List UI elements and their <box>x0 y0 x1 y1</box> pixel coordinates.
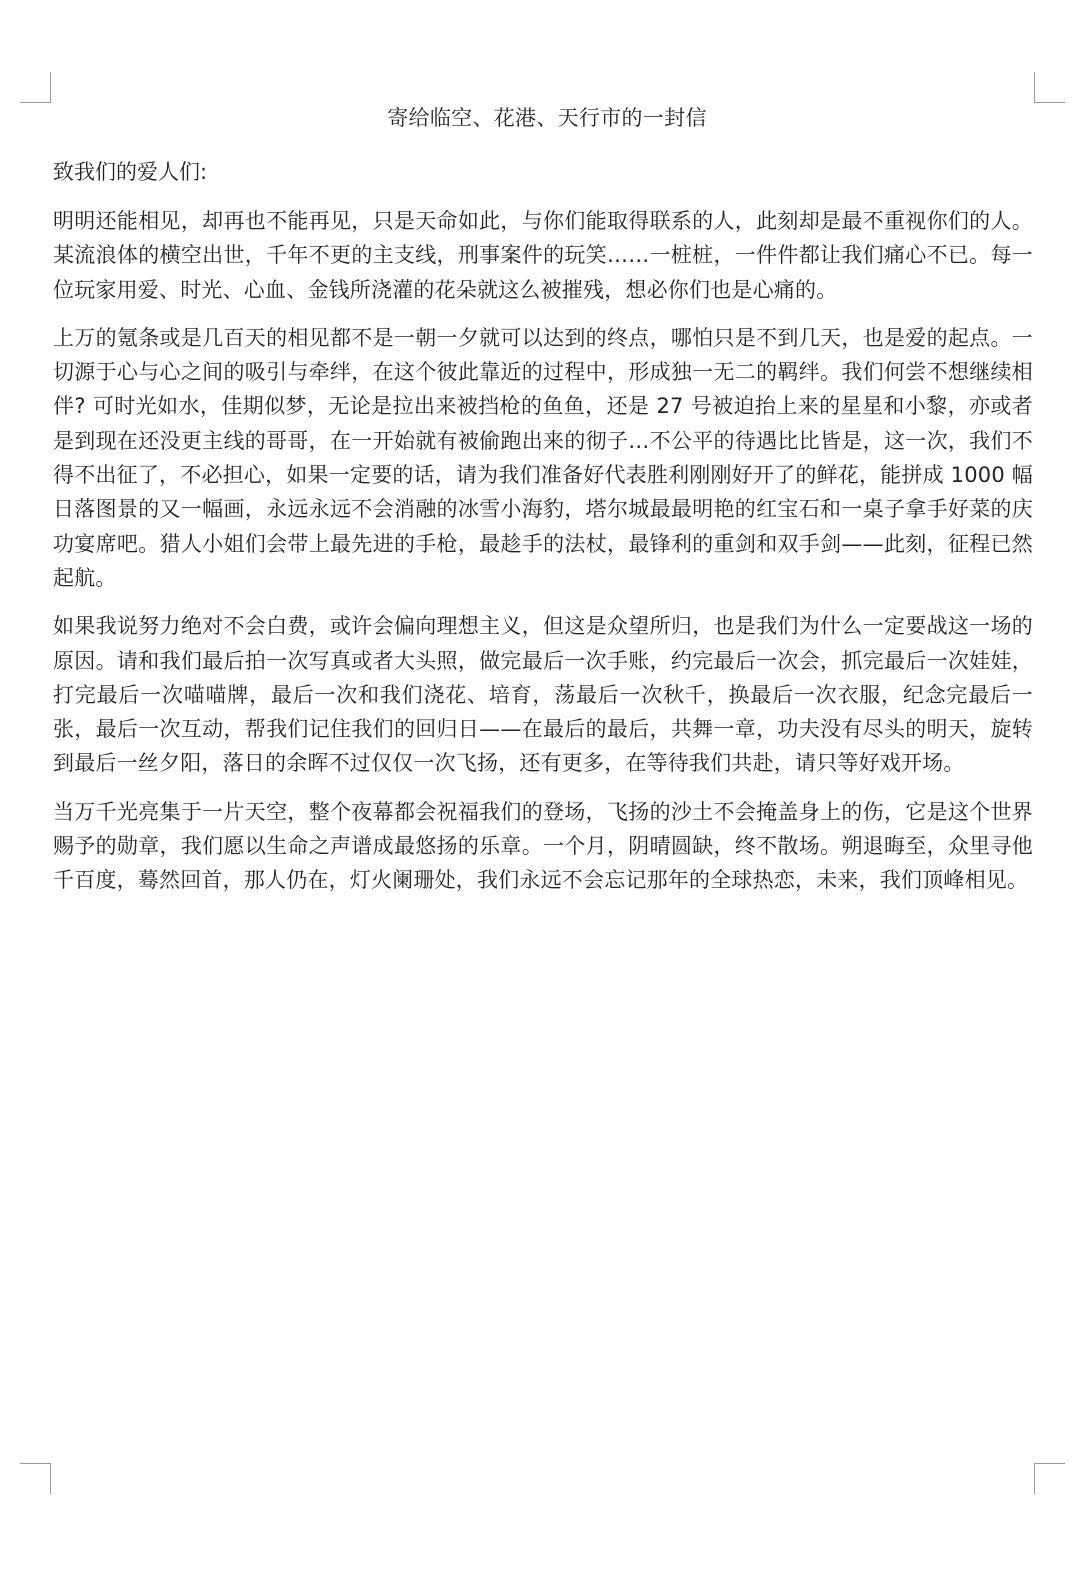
salutation: 致我们的爱人们: <box>53 160 208 184</box>
top-right-margin-mark <box>1034 72 1065 103</box>
document-title: 寄给临空、花港、天行市的一封信 <box>387 106 707 130</box>
bottom-right-margin-mark <box>1034 1463 1065 1494</box>
paragraph-2: 上万的氪条或是几百天的相见都不是一朝一夕就可以达到的终点，哪怕只是不到几天，也是爱的起点。一切源于心与心之间的吸引与牵绊，在这个彼此靠近的过程中，形成独一无二的羁绊。我们何尝不想继续相伴? 可时光如水，佳期似梦，无论是拉出来被挡枪的鱼鱼，还是 27 号被迫抬上来的星星和小黎，亦或者是到现在还没更主线的哥哥，在一开始就有被偷跑出来的彻子…不公平的待遇比比皆是，这一次，我们不得不出征了，不必担心，如果一定要的话，请为我们准备好代表胜利刚刚好开了的鲜花，能拼成 1000 幅日落图景的又一幅画，永远永远不会消融的冰雪小海豹，塔尔城最最明艳的红宝石和一桌子拿手好菜的庆功宴席吧。猎人小姐们会带上最先进的手枪，最趁手的法杖，最锋利的重剑和双手剑——此刻，征程已然起航。 <box>53 325 1033 590</box>
paragraph-1: 明明还能相见，却再也不能再见，只是天命如此，与你们能取得联系的人，此刻却是最不重视你们的人。某流浪体的横空出世，千年不更的主支线，刑事案件的玩笑……一桩桩，一件件都让我们痛心不已。每一位玩家用爱、时光、心血、金钱所浇灌的花朵就这么被摧残，想必你们也是心痛的。 <box>53 209 1033 302</box>
paragraph-4: 当万千光亮集于一片天空，整个夜幕都会祝福我们的登场，飞扬的沙土不会掩盖身上的伤，它是这个世界赐予的勋章，我们愿以生命之声谱成最悠扬的乐章。一个月，阴晴圆缺，终不散场。朔退晦至，众里寻他千百度，蓦然回首，那人仍在，灯火阑珊处，我们永远不会忘记那年的全球热恋，未来，我们顶峰相见。 <box>53 799 1033 893</box>
bottom-left-margin-mark <box>20 1463 51 1494</box>
document-body <box>53 100 1033 898</box>
paragraph-3: 如果我说努力绝对不会白费，或许会偏向理想主义，但这是众望所归，也是我们为什么一定要战这一场的原因。请和我们最后拍一次写真或者大头照，做完最后一次手账，约完最后一次会，抓完最后一次娃娃，打完最后一次喵喵牌，最后一次和我们浇花、培育，荡最后一次秋千，换最后一次衣服，纪念完最后一张，最后一次互动，帮我们记住我们的回归日——在最后的最后，共舞一章，功夫没有尽头的明天，旋转到最后一丝夕阳，落日的余晖不过仅仅一次飞扬，还有更多，在等待我们共赴，请只等好戏开场。 <box>53 614 1033 776</box>
top-left-margin-mark <box>20 72 51 103</box>
